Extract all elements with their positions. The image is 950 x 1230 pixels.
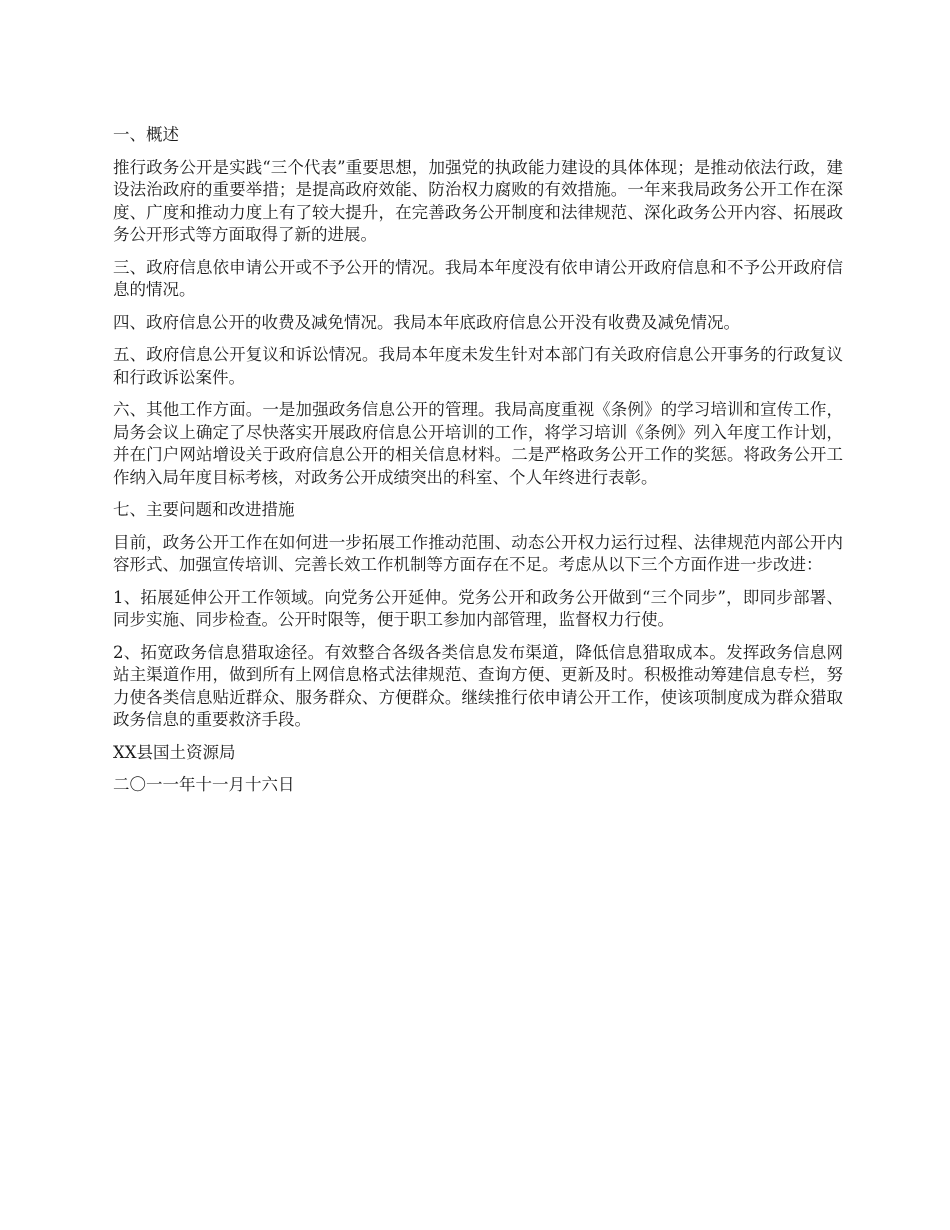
signature-date: 二〇一一年十一月十六日 [113,775,295,794]
paragraph-problems: 目前，政务公开工作在如何进一步拓展工作推动范围、动态公开权力运行过程、法律规范内部公开内容形式、加强宣传培训、完善长效工作机制等方面存在不足。考虑从以下三个方面作进一步改进： [113,532,843,574]
paragraph-section-6: 六、其他工作方面。一是加强政务信息公开的管理。我局高度重视《条例》的学习培训和宣传工作，局务会议上确定了尽快落实开展政府信息公开培训的工作，将学习培训《条例》列入年度工作计划，并在门户网站增设关于政府信息公开的相关信息材料。二是严格政务公开工作的奖惩。将政务公开工作纳入局年度目标考核，对政务公开成绩突出的科室、个人年终进行表彰。 [113,400,843,487]
section-heading-overview: 一、概述 [113,125,179,144]
paragraph-intro: 推行政务公开是实践“三个代表”重要思想，加强党的执政能力建设的具体体现；是推动依法行政，建设法治政府的重要举措；是提高政府效能、防治权力腐败的有效措施。一年来我局政务公开工作在深度、广度和推动力度上有了较大提升，在完善政务公开制度和法律规范、深化政务公开内容、拓展政务公开形式等方面取得了新的进展。 [113,157,843,244]
paragraph-section-4: 四、政府信息公开的收费及减免情况。我局本年底政府信息公开没有收费及减免情况。 [113,312,740,332]
signature-org: XX县国土资源局 [113,742,236,762]
paragraph-section-5: 五、政府信息公开复议和诉讼情况。我局本年度未发生针对本部门有关政府信息公开事务的行政复议和行政诉讼案件。 [113,345,843,387]
paragraph-measure-1: 1、拓展延伸公开工作领域。向党务公开延伸。党务公开和政务公开做到“三个同步”，即同步部署、同步实施、同步检查。公开时限等，便于职工参加内部管理，监督权力行使。 [113,587,843,629]
section-heading-problems: 七、主要问题和改进措施 [113,500,295,519]
paragraph-measure-2: 2、拓宽政务信息猎取途径。有效整合各级各类信息发布渠道，降低信息猎取成本。发挥政务信息网站主渠道作用，做到所有上网信息格式法律规范、查询方便、更新及时。积极推动筹建信息专栏，努力使各类信息贴近群众、服务群众、方便群众。继续推行依申请公开工作，使该项制度成为群众猎取政务信息的重要救济手段。 [113,642,843,729]
paragraph-section-3: 三、政府信息依申请公开或不予公开的情况。我局本年度没有依申请公开政府信息和不予公开政府信息的情况。 [113,257,843,299]
document-page [113,124,843,807]
